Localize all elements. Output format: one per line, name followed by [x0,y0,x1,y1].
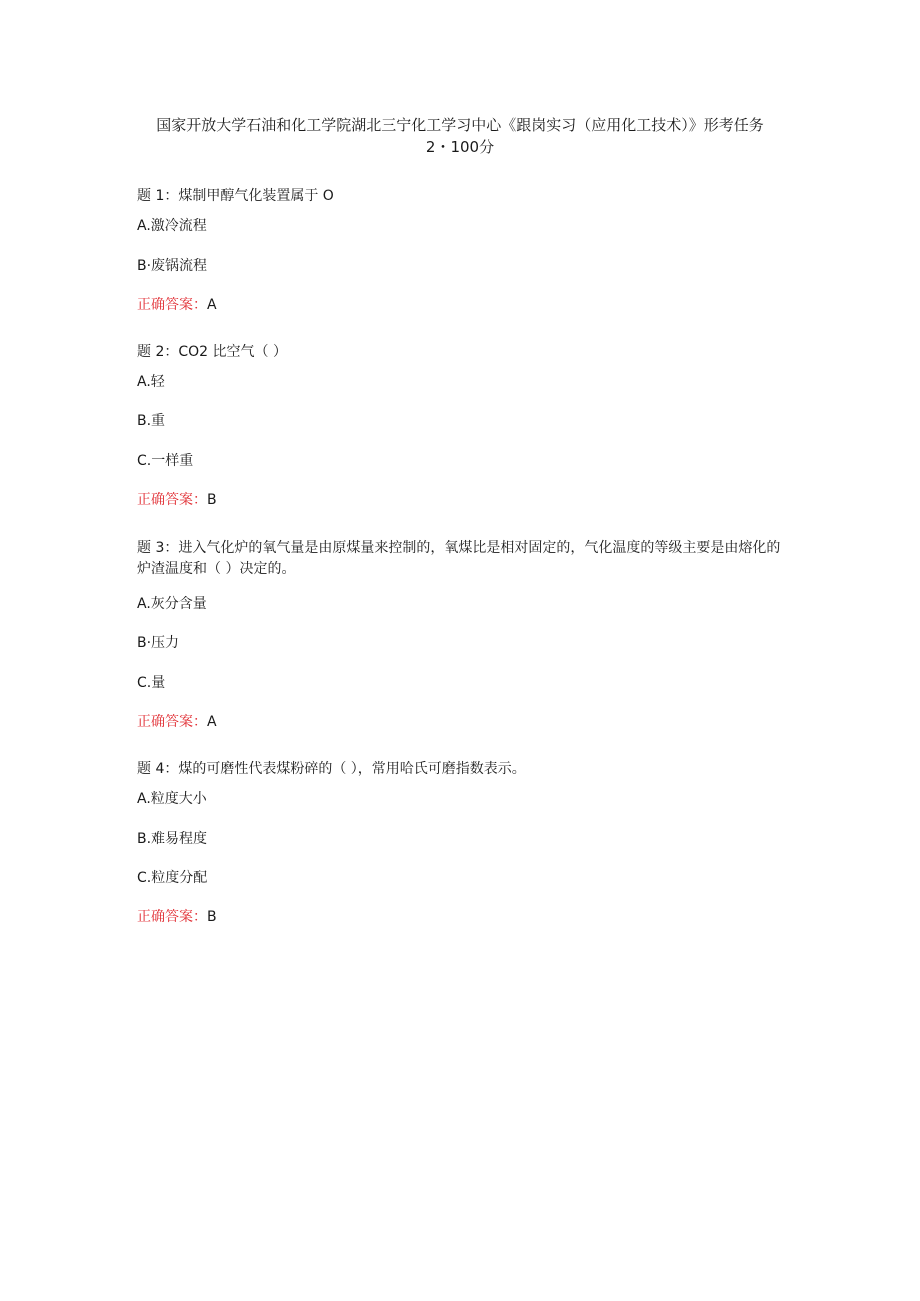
question-3-option-b: B·压力 [137,635,180,651]
question-3-option-c: C.量 [137,675,166,691]
answer-value: A [207,297,217,313]
question-4-option-c: C.粒度分配 [137,870,208,886]
question-4-option-a: A.粒度大小 [137,791,207,807]
question-4-text: 题 4：煤的可磨性代表煤粉碎的（ ），常用哈氏可磨指数表示。 [137,761,526,777]
question-2-option-a: A.轻 [137,374,165,390]
question-4-option-b: B.难易程度 [137,831,208,847]
question-2-text: 题 2：CO2 比空气（ ） [137,344,287,360]
question-2-option-c: C.一样重 [137,453,194,469]
question-1-option-a: A.激冷流程 [137,218,207,234]
question-1-text: 题 1：煤制甲醇气化装置属于 O [137,188,334,204]
question-1-option-b: B·废锅流程 [137,258,208,274]
answer-value: A [207,714,217,730]
question-3-text: 题 3：进入气化炉的氧气量是由原煤量来控制的，氧煤比是相对固定的，气化温度的等级主要是由熔化的炉渣温度和（ ）决定的。 [137,540,781,577]
document-subtitle: 2・100分 [425,138,495,156]
answer-value: B [207,909,217,925]
question-4-answer [137,907,217,928]
question-1-answer [137,295,217,316]
answer-value: B [207,492,217,508]
question-3-option-a: A.灰分含量 [137,596,207,612]
answer-label: 正确答案： [137,714,207,730]
answer-label: 正确答案： [137,909,207,925]
answer-label: 正确答案： [137,492,207,508]
question-2-option-b: B.重 [137,413,166,429]
question-2-answer [137,490,217,511]
question-3-answer [137,712,217,733]
answer-label: 正确答案： [137,297,207,313]
document-title: 国家开放大学石油和化工学院湖北三宁化工学习中心《跟岗实习（应用化工技术）》形考任务 [156,116,764,134]
